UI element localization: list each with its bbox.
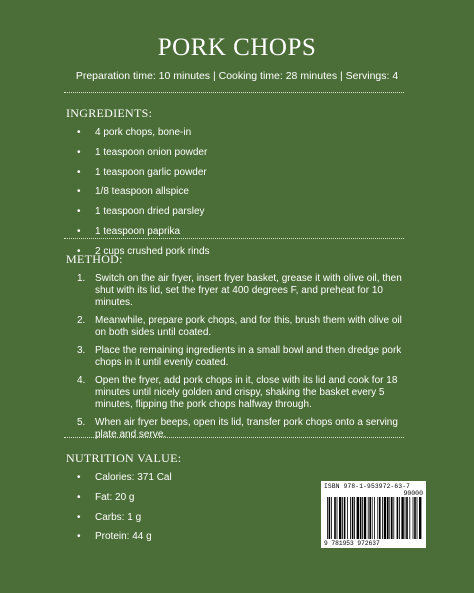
- barcode-bar: [331, 497, 332, 539]
- method-step: [66, 315, 406, 339]
- barcode-bar: [409, 497, 410, 539]
- barcode-bar: [342, 497, 343, 539]
- list-item: • Protein: 44 g: [66, 531, 172, 543]
- barcode-bar: [419, 497, 421, 539]
- barcode-bar: [347, 497, 348, 539]
- barcode-bar: [382, 497, 383, 539]
- list-item: • 1 teaspoon onion powder: [66, 147, 210, 159]
- list-item: • Carbs: 1 g: [66, 512, 172, 524]
- list-item: • 4 pork chops, bone-in: [66, 127, 210, 139]
- barcode-bar: [327, 497, 328, 539]
- method-steps: [66, 273, 406, 447]
- barcode-bars: [326, 497, 422, 539]
- barcode-bar: [329, 497, 331, 539]
- step-text: When air fryer beeps, open its lid, transfer pork chops onto a serving plate and serve.: [95, 417, 398, 440]
- barcode-bar: [357, 497, 359, 539]
- step-text: Switch on the air fryer, insert fryer basket, grease it with olive oil, then shut with its lid, set the fryer at 400 degrees F, and preheat for 10 minutes.: [95, 273, 402, 308]
- barcode-bar: [393, 497, 394, 539]
- barcode-number: 9 781953 972637: [324, 540, 380, 547]
- barcode-bar: [377, 497, 378, 539]
- barcode-bar: [406, 497, 408, 539]
- list-item: • 1 teaspoon garlic powder: [66, 167, 210, 179]
- method-step: [66, 345, 406, 369]
- barcode-bar: [384, 497, 386, 539]
- barcode-bar: [368, 497, 369, 539]
- price-code: 90000: [403, 490, 423, 497]
- list-item: • 2 cups crushed pork rinds: [66, 246, 210, 258]
- step-number: 4.: [77, 375, 86, 386]
- step-text: Open the fryer, add pork chops in it, close with its lid and cook for 18 minutes until nicely golden and crispy, shaking the basket every 5 minutes, flipping the pork chops halfway through.: [95, 375, 398, 410]
- barcode-bar: [397, 497, 399, 539]
- barcode-bar: [391, 497, 393, 539]
- nutrition-heading: NUTRITION VALUE:: [66, 451, 182, 465]
- barcode-bar: [360, 497, 362, 539]
- list-item: • 1/8 teaspoon allspice: [66, 186, 210, 198]
- nutrition-list: [66, 472, 172, 551]
- step-text: Place the remaining ingredients in a small bowl and then dredge pork chops in it until evenly coated.: [95, 345, 402, 368]
- step-number: 1.: [77, 273, 86, 284]
- recipe-meta: Preparation time: 10 minutes | Cooking time: 28 minutes | Servings: 4: [75, 70, 399, 82]
- barcode-bar: [379, 497, 381, 539]
- barcode-bar: [401, 497, 403, 539]
- barcode-bar: [414, 497, 416, 539]
- barcode-bar: [413, 497, 414, 539]
- barcode-bar: [334, 497, 336, 539]
- barcode-bar: [339, 497, 341, 539]
- barcode-bar: [364, 497, 366, 539]
- list-item: • Calories: 371 Cal: [66, 472, 172, 484]
- isbn-barcode: [321, 481, 426, 548]
- list-item: • 1 teaspoon dried parsley: [66, 206, 210, 218]
- barcode-bar: [354, 497, 355, 539]
- step-number: 3.: [77, 345, 86, 356]
- isbn-text: ISBN 978-1-953972-63-7: [324, 483, 411, 490]
- barcode-bar: [374, 497, 375, 539]
- barcode-bar: [350, 497, 351, 539]
- barcode-bar: [344, 497, 346, 539]
- method-step: [66, 375, 406, 411]
- barcode-bar: [372, 497, 373, 539]
- divider: [64, 437, 404, 438]
- barcode-bar: [387, 497, 389, 539]
- barcode-bar: [389, 497, 390, 539]
- barcode-bar: [399, 497, 400, 539]
- divider: [64, 92, 404, 93]
- barcode-bar: [362, 497, 363, 539]
- step-number: 5.: [77, 417, 86, 428]
- step-text: Meanwhile, prepare pork chops, and for this, brush them with olive oil on both sides until coated.: [95, 315, 402, 338]
- list-item: • 1 teaspoon paprika: [66, 226, 210, 238]
- step-number: 2.: [77, 315, 86, 326]
- page-title: PORK CHOPS: [157, 34, 317, 61]
- barcode-bar: [417, 497, 418, 539]
- barcode-bar: [352, 497, 354, 539]
- divider: [64, 238, 404, 239]
- method-step: [66, 273, 406, 309]
- ingredients-heading: INGREDIENTS:: [66, 106, 153, 120]
- barcode-bar: [369, 497, 371, 539]
- method-heading: METHOD:: [66, 252, 123, 266]
- barcode-bar: [337, 497, 338, 539]
- list-item: • Fat: 20 g: [66, 492, 172, 504]
- ingredient-list: [66, 127, 210, 266]
- barcode-bar: [405, 497, 406, 539]
